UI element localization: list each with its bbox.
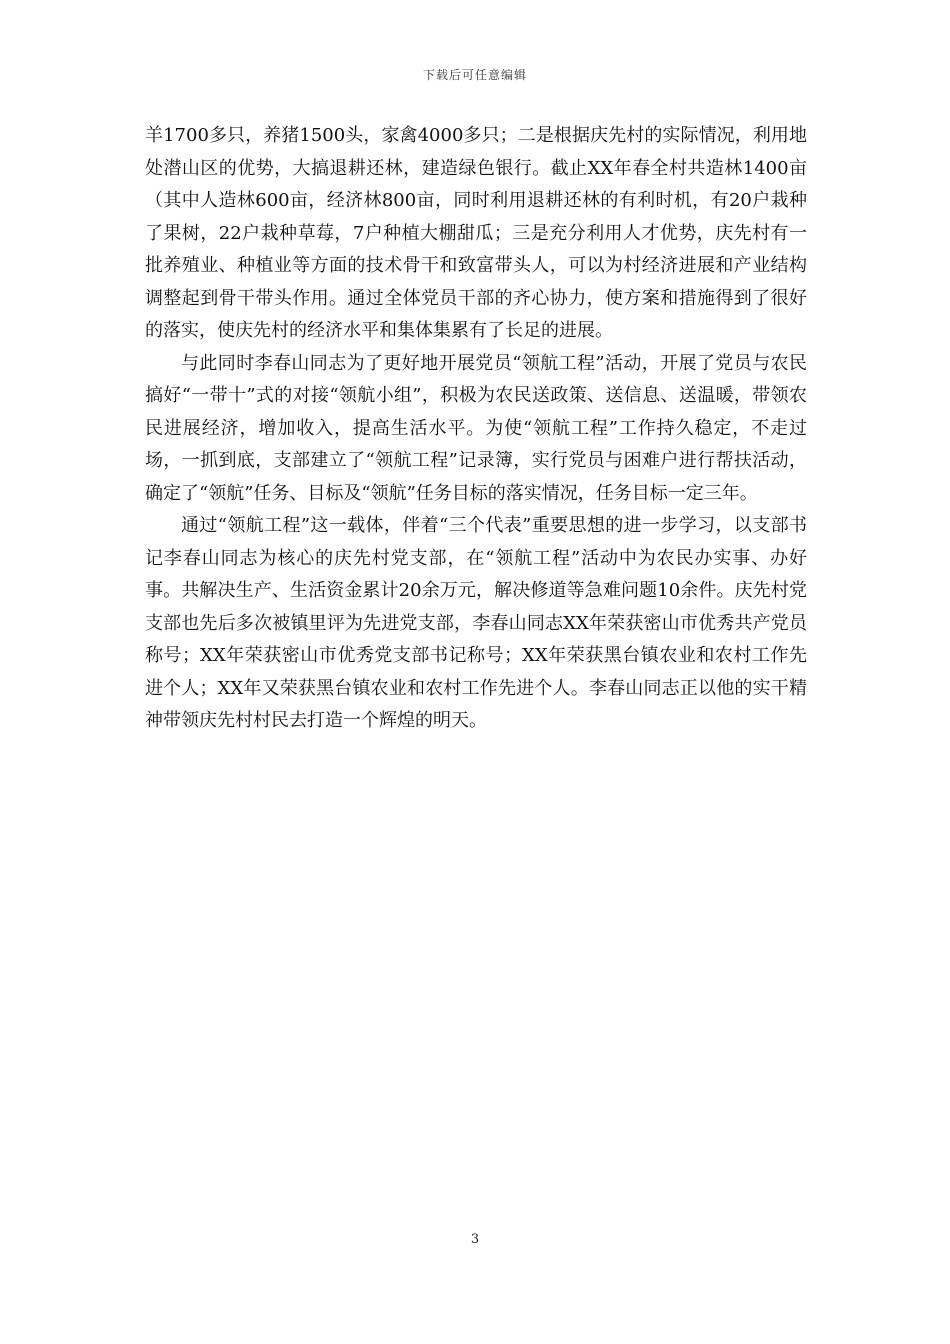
page-number: 3 [470, 1232, 480, 1247]
paragraph-3: 通过“领航工程”这一载体，伴着“三个代表”重要思想的进一步学习，以支部书记李春山同志为核心的庆先村党支部，在“领航工程”活动中为农民办实事、办好事。共解决生产、生活资金累计20余万元，解决修道等急难问题10余件。庆先村党支部也先后多次被镇里评为先进党支部，李春山同志XX年荣获密山市优秀共产党员称号；XX年荣获密山市优秀党支部书记称号；XX年荣获黑台镇农业和农村工作先进个人；XX年又荣获黑台镇农业和农村工作先进个人。李春山同志正以他的实干精神带领庆先村村民去打造一个辉煌的明天。 [145, 515, 807, 731]
page-header: 下载后可任意编辑 [422, 68, 527, 82]
paragraph-2: 与此同时李春山同志为了更好地开展党员“领航工程”活动，开展了党员与农民搞好“一带十”式的对接“领航小组”，积极为农民送政策、送信息、送温暖，带领农民进展经济，增加收入，提高生活水平。为使“领航工程”工作持久稳定，不走过场，一抓到底，支部建立了“领航工程”记录簿，实行党员与困难户进行帮扶活动，确定了“领航”任务、目标及“领航”任务目标的落实情况，任务目标一定三年。 [145, 352, 807, 504]
paragraph-1: 羊1700多只，养猪1500头，家禽4000多只；二是根据庆先村的实际情况，利用地处潜山区的优势，大搞退耕还林，建造绿色银行。截止XX年春全村共造林1400亩（其中人造林600亩，经济林800亩，同时利用退耕还林的有利时机，有20户栽种了果树，22户栽种草莓，7户种植大棚甜瓜；三是充分利用人才优势，庆先村有一批养殖业、种植业等方面的技术骨干和致富带头人，可以为村经济进展和产业结构调整起到骨干带头作用。通过全体党员干部的齐心协力，使方案和措施得到了很好的落实，使庆先村的经济水平和集体集累有了长足的进展。 [145, 125, 807, 341]
document-body [145, 120, 807, 738]
